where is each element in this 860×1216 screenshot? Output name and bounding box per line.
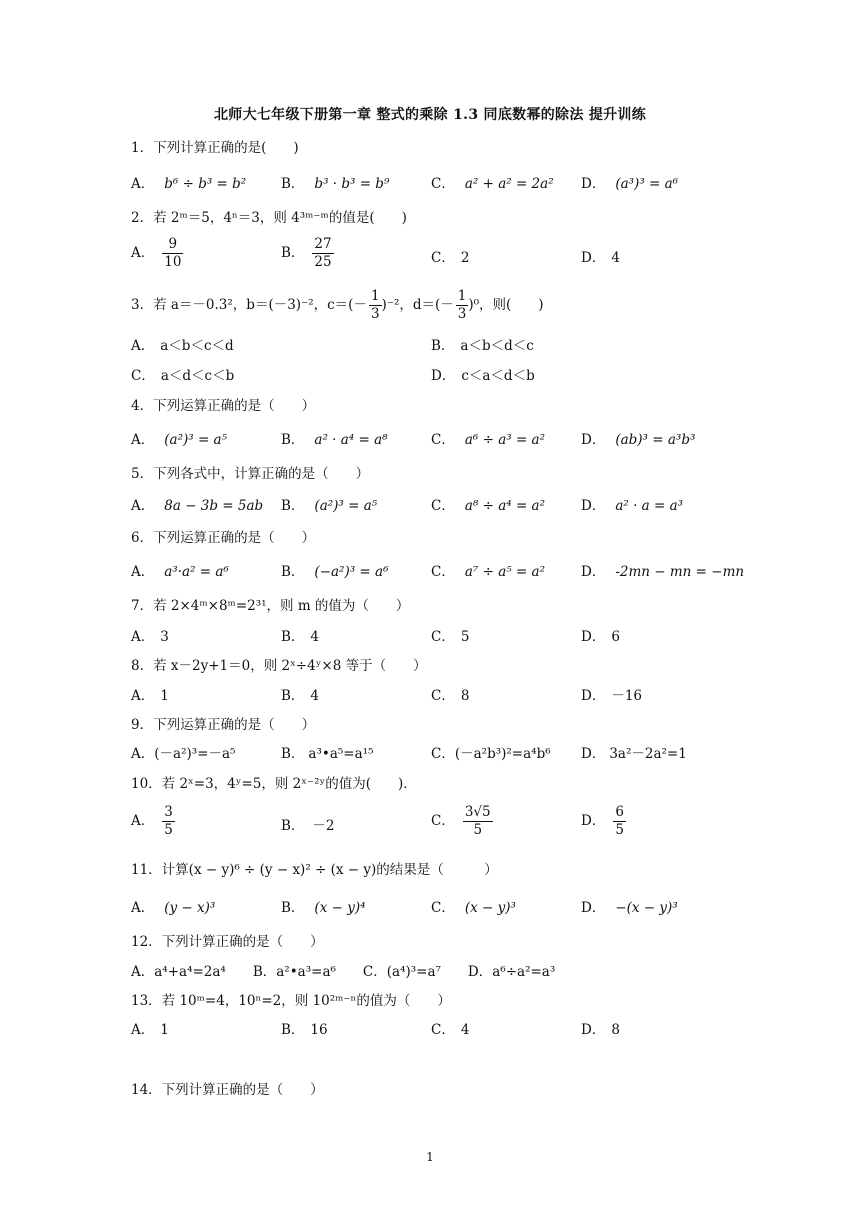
option-c: C． a⁷ ÷ a⁵ = a² bbox=[431, 564, 546, 580]
option-c: C． a＜d＜c＜b bbox=[131, 368, 235, 384]
question-13-options bbox=[131, 1018, 751, 1044]
option-a: A． 3 bbox=[131, 629, 169, 645]
question-12-stem: 12．下列计算正确的是（ ） bbox=[131, 934, 324, 950]
option-c: C． 8 bbox=[431, 688, 470, 704]
option-b: B． (−a²)³ = a⁶ bbox=[281, 564, 389, 580]
option-c: C． a⁶ ÷ a³ = a² bbox=[431, 432, 546, 448]
option-d: D． −(x − y)³ bbox=[581, 900, 678, 916]
question-10-options bbox=[131, 804, 751, 844]
option-d: D． －16 bbox=[581, 688, 643, 704]
option-b: B． 4 bbox=[281, 688, 320, 704]
fraction: $\frac{6}{5}$ bbox=[615, 804, 624, 838]
option-c: C． 5 bbox=[431, 629, 470, 645]
option-d: D． -2mn − mn = −mn bbox=[581, 564, 745, 580]
option-d: D． (ab)³ = a³b³ bbox=[581, 432, 696, 448]
question-11-options bbox=[131, 896, 751, 922]
question-11-stem: 11．计算(x − y)⁶ ÷ (y − x)² ÷ (x − y)的结果是（ ） bbox=[131, 862, 498, 878]
option-c: C． a² + a² = 2a² bbox=[431, 176, 554, 192]
question-5-stem: 5．下列各式中，计算正确的是（ ） bbox=[131, 466, 370, 482]
option-a: A．(－a²)³=－a⁵ bbox=[131, 746, 236, 762]
option-a: A． a³·a² = a⁶ bbox=[131, 564, 229, 580]
question-10-stem: 10．若 2ˣ=3，4ʸ=5，则 2ˣ⁻²ʸ的值为( )． bbox=[131, 776, 417, 792]
option-d: D． (a³)³ = a⁶ bbox=[581, 176, 679, 192]
option-c: C．(－a²b³)²=a⁴b⁶ bbox=[431, 746, 551, 762]
question-3-options-row1 bbox=[131, 334, 751, 360]
question-12-options: A．a⁴+a⁴=2a⁴ B．a²•a³=a⁶ C．(a⁴)³=a⁷ D．a⁶÷a²=a³ bbox=[131, 964, 556, 980]
option-a: A． $\frac{3}{5}$ bbox=[131, 804, 173, 838]
page-title: 北师大七年级下册第一章 整式的乘除 1.3 同底数幂的除法 提升训练 bbox=[213, 107, 647, 123]
option-d: D． 8 bbox=[581, 1022, 620, 1038]
option-a: A． a＜b＜c＜d bbox=[131, 338, 234, 354]
option-d: D． 6 bbox=[581, 629, 620, 645]
option-d: D． a² · a = a³ bbox=[581, 498, 684, 514]
fraction: $\frac{9}{10}$ bbox=[164, 236, 182, 270]
option-a: A． $\frac{9}{10}$ bbox=[131, 236, 182, 270]
question-6-options bbox=[131, 560, 751, 586]
question-6-stem: 6．下列运算正确的是（ ） bbox=[131, 530, 316, 546]
question-13-stem: 13．若 10ᵐ=4，10ⁿ=2，则 10²ᵐ⁻ⁿ的值为（ ） bbox=[131, 993, 451, 1009]
fraction: $\frac{3}{5}$ bbox=[164, 804, 173, 838]
question-2-options bbox=[131, 236, 751, 276]
page-number: 1 bbox=[426, 1150, 434, 1164]
option-b: B． 16 bbox=[281, 1022, 328, 1038]
question-1-stem: 1．下列计算正确的是( ) bbox=[131, 140, 299, 156]
fraction: $\frac{1}{3}$ bbox=[457, 288, 467, 322]
option-c: C． 2 bbox=[431, 250, 470, 266]
option-b: B． a³•a⁵=a¹⁵ bbox=[281, 746, 374, 762]
option-b: B． $\frac{27}{25}$ bbox=[281, 236, 332, 270]
fraction: $\frac{3√5}{5}$ bbox=[464, 804, 491, 838]
question-9-stem: 9．下列运算正确的是（ ） bbox=[131, 717, 316, 733]
option-a: A． (a²)³ = a⁵ bbox=[131, 432, 228, 448]
option-d: D． 4 bbox=[581, 250, 620, 266]
option-b: B． －2 bbox=[281, 818, 335, 834]
option-c: C． $\frac{3√5}{5}$ bbox=[431, 804, 491, 838]
option-d: D． $\frac{6}{5}$ bbox=[581, 804, 624, 838]
question-2-stem: 2．若 2ᵐ＝5，4ⁿ＝3，则 4³ᵐ⁻ᵐ的值是( ) bbox=[131, 210, 407, 226]
question-9-options bbox=[131, 742, 751, 768]
question-14-stem: 14．下列计算正确的是（ ） bbox=[131, 1082, 324, 1098]
option-a: A． 8a − 3b = 5ab bbox=[131, 498, 264, 514]
question-8-stem: 8．若 x－2y+1＝0，则 2ˣ÷4ʸ×8 等于（ ） bbox=[131, 658, 427, 674]
question-8-options bbox=[131, 684, 751, 710]
option-c: C． a⁸ ÷ a⁴ = a² bbox=[431, 498, 546, 514]
question-5-options bbox=[131, 494, 751, 520]
option-b: B． a² · a⁴ = a⁸ bbox=[281, 432, 388, 448]
option-a: A． 1 bbox=[131, 1022, 169, 1038]
option-d: D． 3a²－2a²=1 bbox=[581, 746, 687, 762]
question-4-stem: 4．下列运算正确的是（ ） bbox=[131, 398, 316, 414]
option-b: B． (a²)³ = a⁵ bbox=[281, 498, 378, 514]
fraction: $\frac{1}{3}$ bbox=[370, 288, 380, 322]
question-3-stem: 3．若 a＝－0.3²，b＝(－3)⁻²，c＝(－ $\frac{1}{3}$ )⁻²，d＝(－ $\frac{1}{3}$ )⁰，则( ) bbox=[131, 288, 544, 322]
option-b: B． a＜b＜d＜c bbox=[431, 338, 534, 354]
question-7-stem: 7．若 2×4ᵐ×8ᵐ=2³¹，则 m 的值为（ ） bbox=[131, 598, 410, 614]
option-d: D． c＜a＜d＜b bbox=[431, 368, 535, 384]
option-b: B． (x − y)⁴ bbox=[281, 900, 366, 916]
option-a: A． b⁶ ÷ b³ = b² bbox=[131, 176, 247, 192]
option-c: C． 4 bbox=[431, 1022, 470, 1038]
question-1-options bbox=[131, 172, 751, 198]
question-3-options-row2 bbox=[131, 364, 751, 390]
option-b: B． b³ · b³ = b⁹ bbox=[281, 176, 390, 192]
option-a: A． (y − x)³ bbox=[131, 900, 216, 916]
question-7-options bbox=[131, 625, 751, 651]
question-4-options bbox=[131, 428, 751, 454]
fraction: $\frac{27}{25}$ bbox=[314, 236, 332, 270]
option-c: C． (x − y)³ bbox=[431, 900, 516, 916]
option-a: A． 1 bbox=[131, 688, 169, 704]
option-b: B． 4 bbox=[281, 629, 320, 645]
